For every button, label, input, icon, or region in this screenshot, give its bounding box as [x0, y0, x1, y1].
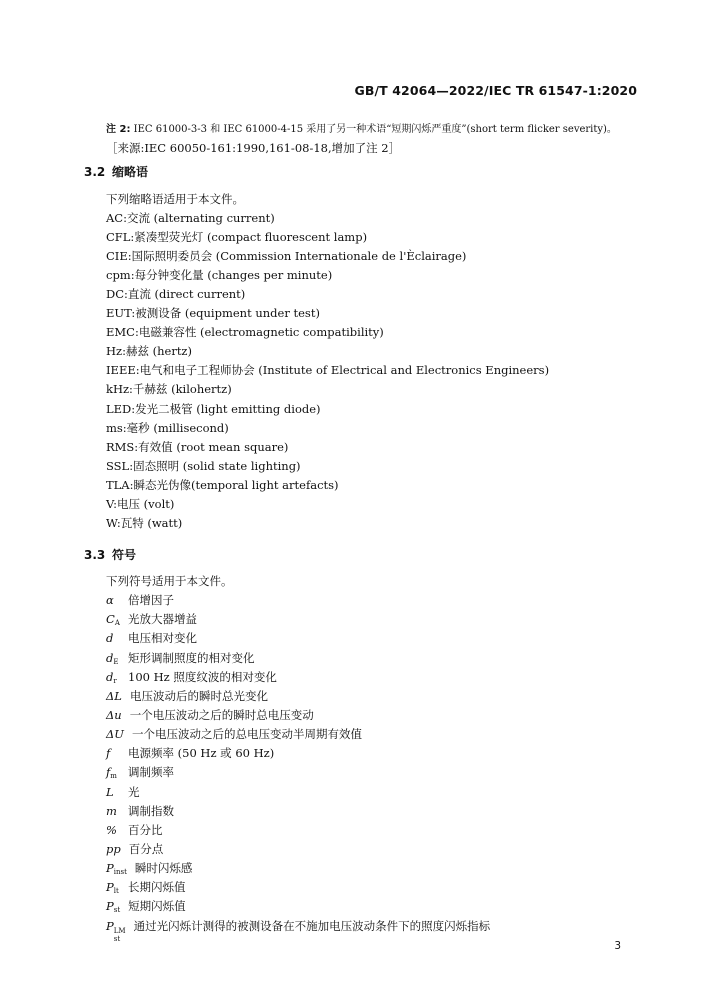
note-2-line: [106, 120, 646, 139]
abbreviation-item: LED:发光二极管 (light emitting diode): [106, 401, 321, 416]
symbol-description: 电压波动后的瞬时总光变化: [129, 688, 268, 703]
symbol-description: 电源频率 (50 Hz 或 60 Hz): [128, 746, 275, 761]
abbreviation-item: CIE:国际照明委员会 (Commission Internationale de l'Èclairage): [106, 249, 467, 264]
symbol-base: d: [106, 669, 114, 684]
symbol-item: [106, 859, 666, 878]
symbol-description: 一个电压波动之后的总电压变动半周期有效值: [132, 727, 362, 742]
abbreviation-item: DC:直流 (direct current): [106, 287, 246, 302]
symbol-description: 100 Hz 照度纹波的相对变化: [128, 669, 277, 684]
symbol-base: ΔU: [106, 727, 124, 742]
section-number: 3.2: [84, 165, 106, 179]
note-label: 注 2:: [106, 124, 131, 135]
symbol-base: pp: [106, 841, 121, 856]
abbreviation-item: TLA:瞬态光伪像(temporal light artefacts): [106, 477, 339, 492]
symbol-base: f: [106, 746, 111, 761]
symbol-description: 通过光闪烁计测得的被测设备在不施加电压波动条件下的照度闪烁指标: [133, 918, 491, 933]
symbol: [106, 591, 120, 610]
symbol-base: Δu: [106, 707, 122, 722]
symbol-item: [106, 917, 666, 943]
symbol: [106, 744, 120, 763]
symbol-base: P: [106, 861, 114, 876]
symbol-base: P: [106, 880, 114, 895]
symbol-item: [106, 897, 666, 916]
symbol-subscript: inst: [113, 868, 127, 877]
symbol-item: [106, 840, 666, 859]
abbreviation-item: V:电压 (volt): [106, 496, 175, 511]
symbol-item: [106, 687, 666, 706]
symbol-base: m: [106, 803, 117, 818]
symbol-item: [106, 668, 666, 687]
note-source: ［来源:IEC 60050-161:1990,161-08-18,增加了注 2］: [106, 141, 401, 155]
symbol-base: d: [106, 650, 114, 665]
symbol: [106, 840, 121, 859]
symbol-item: [106, 706, 666, 725]
symbol-subscript: st: [113, 906, 121, 915]
symbol-description: 调制指数: [128, 803, 174, 818]
symbol-description: 百分点: [128, 841, 164, 856]
section-heading-3-3: [84, 546, 136, 563]
abbreviation-item: cpm:每分钟变化量 (changes per minute): [106, 268, 333, 283]
symbol: [106, 706, 122, 725]
document-number-header: GB/T 42064—2022/IEC TR 61547-1:2020: [354, 83, 637, 98]
abbreviation-item: W:瓦特 (watt): [106, 515, 183, 530]
symbol: [106, 802, 120, 821]
symbol: [106, 687, 122, 706]
symbol: [106, 821, 120, 840]
abbreviations-list: [106, 190, 666, 533]
symbol-description: 电压相对变化: [128, 631, 197, 646]
symbol-subscript: st: [113, 934, 121, 943]
symbol-base: %: [106, 822, 117, 837]
section-number: 3.3: [84, 548, 106, 562]
symbol-base: P: [106, 899, 114, 914]
symbol-subscript: E: [113, 657, 119, 666]
symbol-description: 矩形调制照度的相对变化: [128, 650, 255, 665]
symbol-subscript: lt: [113, 887, 119, 896]
symbol-item: [106, 763, 666, 782]
symbol-subscript: m: [110, 772, 117, 781]
symbol-subscript: A: [114, 619, 120, 628]
symbol-base: f: [106, 765, 111, 780]
abbreviation-item: IEEE:电气和电子工程师协会 (Institute of Electrical and Electronics Engineers): [106, 363, 550, 378]
symbol-base: ΔL: [106, 688, 122, 703]
symbol-description: 一个电压波动之后的瞬时总电压变动: [129, 707, 314, 722]
symbol: [106, 917, 126, 943]
symbol-item: [106, 744, 666, 763]
symbol-item: [106, 821, 666, 840]
symbol: [106, 725, 124, 744]
page-number: 3: [614, 940, 621, 952]
symbol-item: [106, 783, 666, 802]
symbol-base: L: [106, 784, 114, 799]
symbol-item: [106, 649, 666, 668]
symbol-description: 百分比: [128, 822, 163, 837]
section-title: 符号: [112, 548, 137, 562]
abbreviation-item: RMS:有效值 (root mean square): [106, 439, 289, 454]
symbol-base: C: [106, 612, 115, 627]
abbreviation-item: CFL:紧凑型荧光灯 (compact fluorescent lamp): [106, 230, 368, 245]
abbreviation-item: kHz:千赫兹 (kilohertz): [106, 382, 232, 397]
symbol-base: α: [106, 593, 114, 608]
symbol-item: [106, 610, 666, 629]
note-text: IEC 61000-3-3 和 IEC 61000-4-15 采用了另一种术语“短期闪烁严重度”(short term flicker severity)。: [133, 124, 617, 135]
symbol-item: [106, 629, 666, 648]
symbol-subscript: r: [113, 676, 117, 685]
section-title: 缩略语: [112, 165, 149, 179]
symbol-item: [106, 878, 666, 897]
abbreviation-item: SSL:固态照明 (solid state lighting): [106, 458, 301, 473]
symbols-list: [106, 572, 666, 943]
symbol-description: 短期闪烁值: [128, 899, 186, 914]
symbol-superscript: LM: [113, 926, 126, 935]
symbol-item: [106, 802, 666, 821]
abbreviation-item: AC:交流 (alternating current): [106, 211, 275, 226]
section-heading-3-2: [84, 163, 148, 180]
symbol-description: 倍增因子: [128, 593, 174, 608]
symbol-script-stack: [114, 927, 126, 943]
symbol-item: [106, 725, 666, 744]
symbol: [106, 629, 120, 648]
symbol: [106, 783, 120, 802]
abbreviations-intro: 下列缩略语适用于本文件。: [106, 192, 244, 206]
symbol-description: 长期闪烁值: [128, 880, 186, 895]
abbreviation-item: EUT:被测设备 (equipment under test): [106, 306, 320, 321]
symbol-base: P: [106, 918, 114, 933]
symbol-description: 调制频率: [128, 765, 174, 780]
symbol-description: 瞬时闪烁感: [134, 861, 193, 876]
abbreviation-item: EMC:电磁兼容性 (electromagnetic compatibility): [106, 325, 384, 340]
symbol-description: 光放大器增益: [128, 612, 197, 627]
symbols-intro: 下列符号适用于本文件。: [106, 574, 233, 588]
abbreviation-item: Hz:赫兹 (hertz): [106, 344, 192, 359]
symbol-item: [106, 591, 666, 610]
symbol-description: 光: [128, 784, 140, 799]
symbol-base: d: [106, 631, 114, 646]
note-2-block: [106, 120, 646, 158]
abbreviation-item: ms:毫秒 (millisecond): [106, 420, 229, 435]
